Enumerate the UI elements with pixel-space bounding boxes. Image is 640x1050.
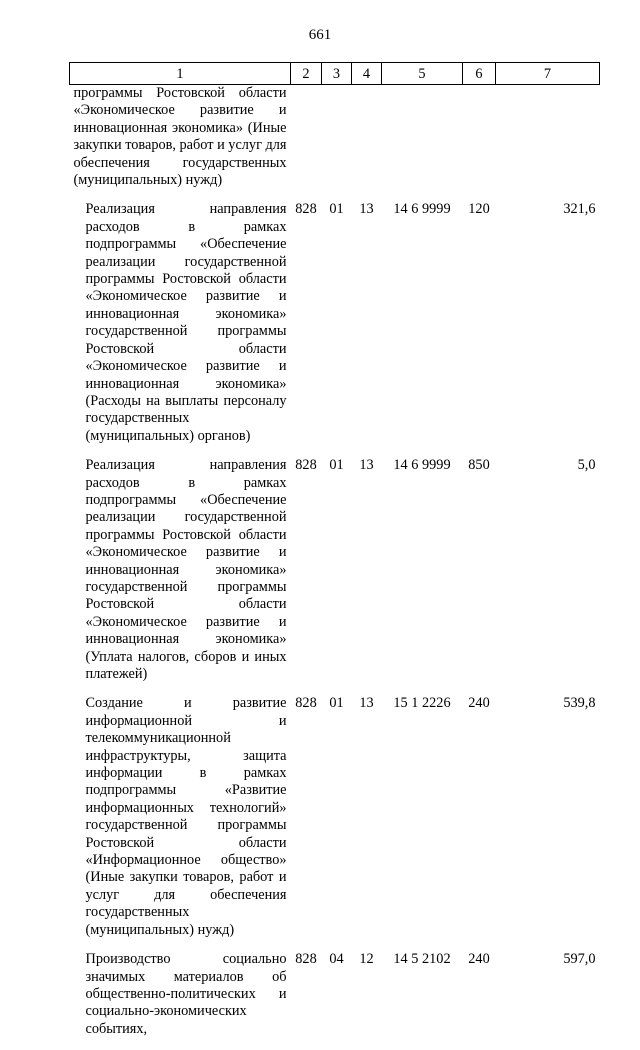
- table-row: [70, 201, 600, 457]
- amount: 539,8: [563, 695, 596, 712]
- department-code: 828: [295, 201, 317, 218]
- table-row: [70, 695, 600, 951]
- subsection-code: [352, 85, 382, 202]
- department-code: 828: [295, 457, 317, 474]
- section-code: 01: [329, 695, 344, 712]
- subsection-code: 12: [359, 951, 374, 968]
- section-code: 04: [329, 951, 344, 968]
- amount: 321,6: [563, 201, 596, 218]
- table-row: [70, 951, 600, 1050]
- expense-type-code: [463, 85, 496, 202]
- target-article-code: 15 1 2226: [393, 695, 451, 712]
- amount: 597,0: [563, 951, 596, 968]
- expense-type-code: 240: [468, 951, 490, 968]
- column-header: 5: [382, 63, 463, 85]
- column-header: 2: [291, 63, 322, 85]
- table-header-row: [70, 63, 600, 85]
- table-row: [70, 85, 600, 202]
- expense-type-code: 850: [468, 457, 490, 474]
- target-article-code: 14 6 9999: [393, 201, 451, 218]
- section-code: 01: [329, 457, 344, 474]
- expense-description: Производство социально значимых материалов об общественно-политических и социально-экономических событиях,: [85, 951, 287, 1037]
- amount: [496, 85, 600, 202]
- expense-description: Реализация направления расходов в рамках подпрограммы «Обеспечение реализации государственной программы Ростовской области «Экономическое развитие и инновационная экономика» государственной программы Ростовской области «Экономическое развитие и инновационная экономика» (Уплата налогов, сборов и иных платежей): [85, 457, 287, 682]
- expense-description: Реализация направления расходов в рамках подпрограммы «Обеспечение реализации государственной программы Ростовской области «Экономическое развитие и инновационная экономика» государственной программы Ростовской области «Экономическое развитие и инновационная экономика» (Расходы на выплаты персоналу государственных (муниципальных) органов): [85, 201, 287, 444]
- subsection-code: 13: [359, 695, 374, 712]
- table-row: [70, 457, 600, 695]
- column-header: 6: [463, 63, 496, 85]
- subsection-code: 13: [359, 457, 374, 474]
- expense-type-code: 120: [468, 201, 490, 218]
- expense-description: Создание и развитие информационной и телекоммуникационной инфраструктуры, защита информации в рамках подпрограммы «Развитие информационных технологий» государственной программы Ростовской области «Информационное общество» (Иные закупки товаров, работ и услуг для обеспечения государственных (муниципальных) нужд): [85, 695, 287, 938]
- section-code: [322, 85, 352, 202]
- department-code: 828: [295, 951, 317, 968]
- target-article-code: 14 6 9999: [393, 457, 451, 474]
- expense-description: программы Ростовской области «Экономическое развитие и инновационная экономика» (Иные закупки товаров, работ и услуг для обеспечения государственных (муниципальных) нужд): [73, 85, 287, 189]
- page-number: 661: [308, 27, 332, 43]
- department-code: [291, 85, 322, 202]
- column-header: 1: [70, 63, 291, 85]
- amount: 5,0: [577, 457, 596, 474]
- section-code: 01: [329, 201, 344, 218]
- budget-table: [69, 62, 599, 1050]
- expense-type-code: 240: [468, 695, 490, 712]
- target-article-code: [382, 85, 463, 202]
- department-code: 828: [295, 695, 317, 712]
- target-article-code: 14 5 2102: [393, 951, 451, 968]
- column-header: 3: [322, 63, 352, 85]
- subsection-code: 13: [359, 201, 374, 218]
- column-header: 4: [352, 63, 382, 85]
- column-header: 7: [496, 63, 600, 85]
